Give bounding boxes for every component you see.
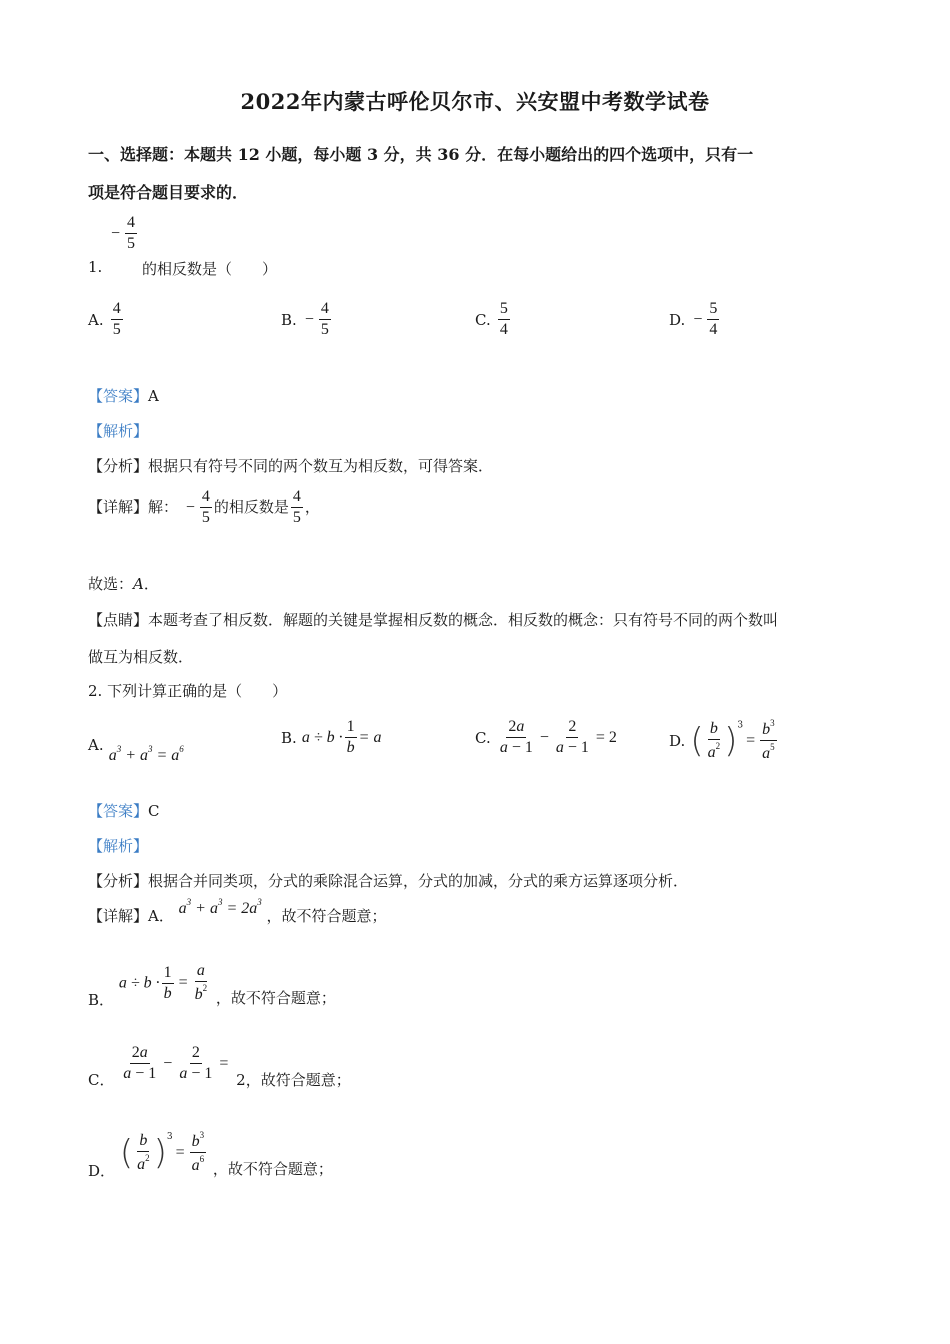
q1-option-b: B. − $\frac{4}{5}$ [281, 300, 329, 339]
q2-option-c: C. $\frac{2a}{a - 1}$ − $\frac{2}{a - 1}$ = 2 [475, 718, 617, 757]
section-heading-line2: 项是符合题目要求的． [88, 183, 249, 202]
q1-dianjing-line2: 做互为相反数． [88, 648, 194, 666]
section-heading-line1: 一、选择题：本题共 12 小题，每小题 3 分，共 36 分．在每小题给出的四个选项中，只有一 [88, 145, 754, 164]
q1-answer: 【答案】A [88, 387, 159, 405]
q2-detail-a: 【详解】A． $a^3 + a^3 = 2a^3$ ，故不符合题意； [88, 897, 387, 925]
q1-xiangjie: 【详解】解： − $\frac{4}{5}$ 的相反数是 $\frac{4}{5}$ ， [88, 488, 320, 527]
q2-detail-b: B． a ÷ b · $\frac{1}{b}$ = $\frac{a}{b^2}$ ，故不符合题意； [88, 962, 336, 1009]
page-title: 2022年内蒙古呼伦贝尔市、兴安盟中考数学试卷 [240, 89, 710, 114]
q1-options [88, 300, 888, 348]
q2-options [88, 718, 888, 772]
q2-detail-c: C． $\frac{2a}{a - 1}$ − $\frac{2}{a - 1}$ = 2，故符合题意； [88, 1044, 351, 1090]
q2-fenxi: 【分析】根据合并同类项，分式的乘除混合运算，分式的加减，分式的乘方运算逐项分析． [88, 872, 689, 890]
q1-frac-den: 5 [127, 235, 136, 253]
q1-number: 1. [88, 258, 103, 276]
q1-guxuan: 故选：A． [88, 575, 159, 593]
q2-stem: 2. 下列计算正确的是（ ） [88, 682, 288, 700]
q2-option-b: B. a ÷ b · $\frac{1}{b}$ = a [281, 718, 382, 757]
q1-fenxi: 【分析】根据只有符号不同的两个数互为相反数，可得答案． [88, 457, 494, 475]
q1-jiexi: 【解析】 [88, 422, 149, 440]
q1-stem: 的相反数是（ ） [142, 260, 278, 278]
q1-option-c: C. $\frac{5}{4}$ [475, 300, 508, 339]
q1-dianjing-line1: 【点睛】本题考查了相反数．解题的关键是掌握相反数的概念．相反数的概念：只有符号不同的两个数叫 [88, 611, 779, 629]
q2-option-a: A. $a^3 + a^3 = a^6$ [88, 736, 184, 764]
q2-answer: 【答案】C [88, 802, 160, 820]
q2-jiexi: 【解析】 [88, 837, 149, 855]
q2-detail-d: D． ( $\frac{b}{a^2}$ )$^3$= $\frac{b^3}{a^6}$ ，故不符合题意； [88, 1130, 333, 1181]
q1-stem-fraction: − $\frac{4}{5}$ [111, 214, 136, 253]
q1-option-d: D. − $\frac{5}{4}$ [669, 300, 718, 339]
q1-frac-num: 4 [125, 214, 137, 234]
q1-option-a: A. $\frac{4}{5}$ [88, 300, 121, 339]
q2-option-d: D. ( $\frac{b}{a^2}$ )$^3$= $\frac{b^3}{a^5}$ [669, 718, 775, 763]
